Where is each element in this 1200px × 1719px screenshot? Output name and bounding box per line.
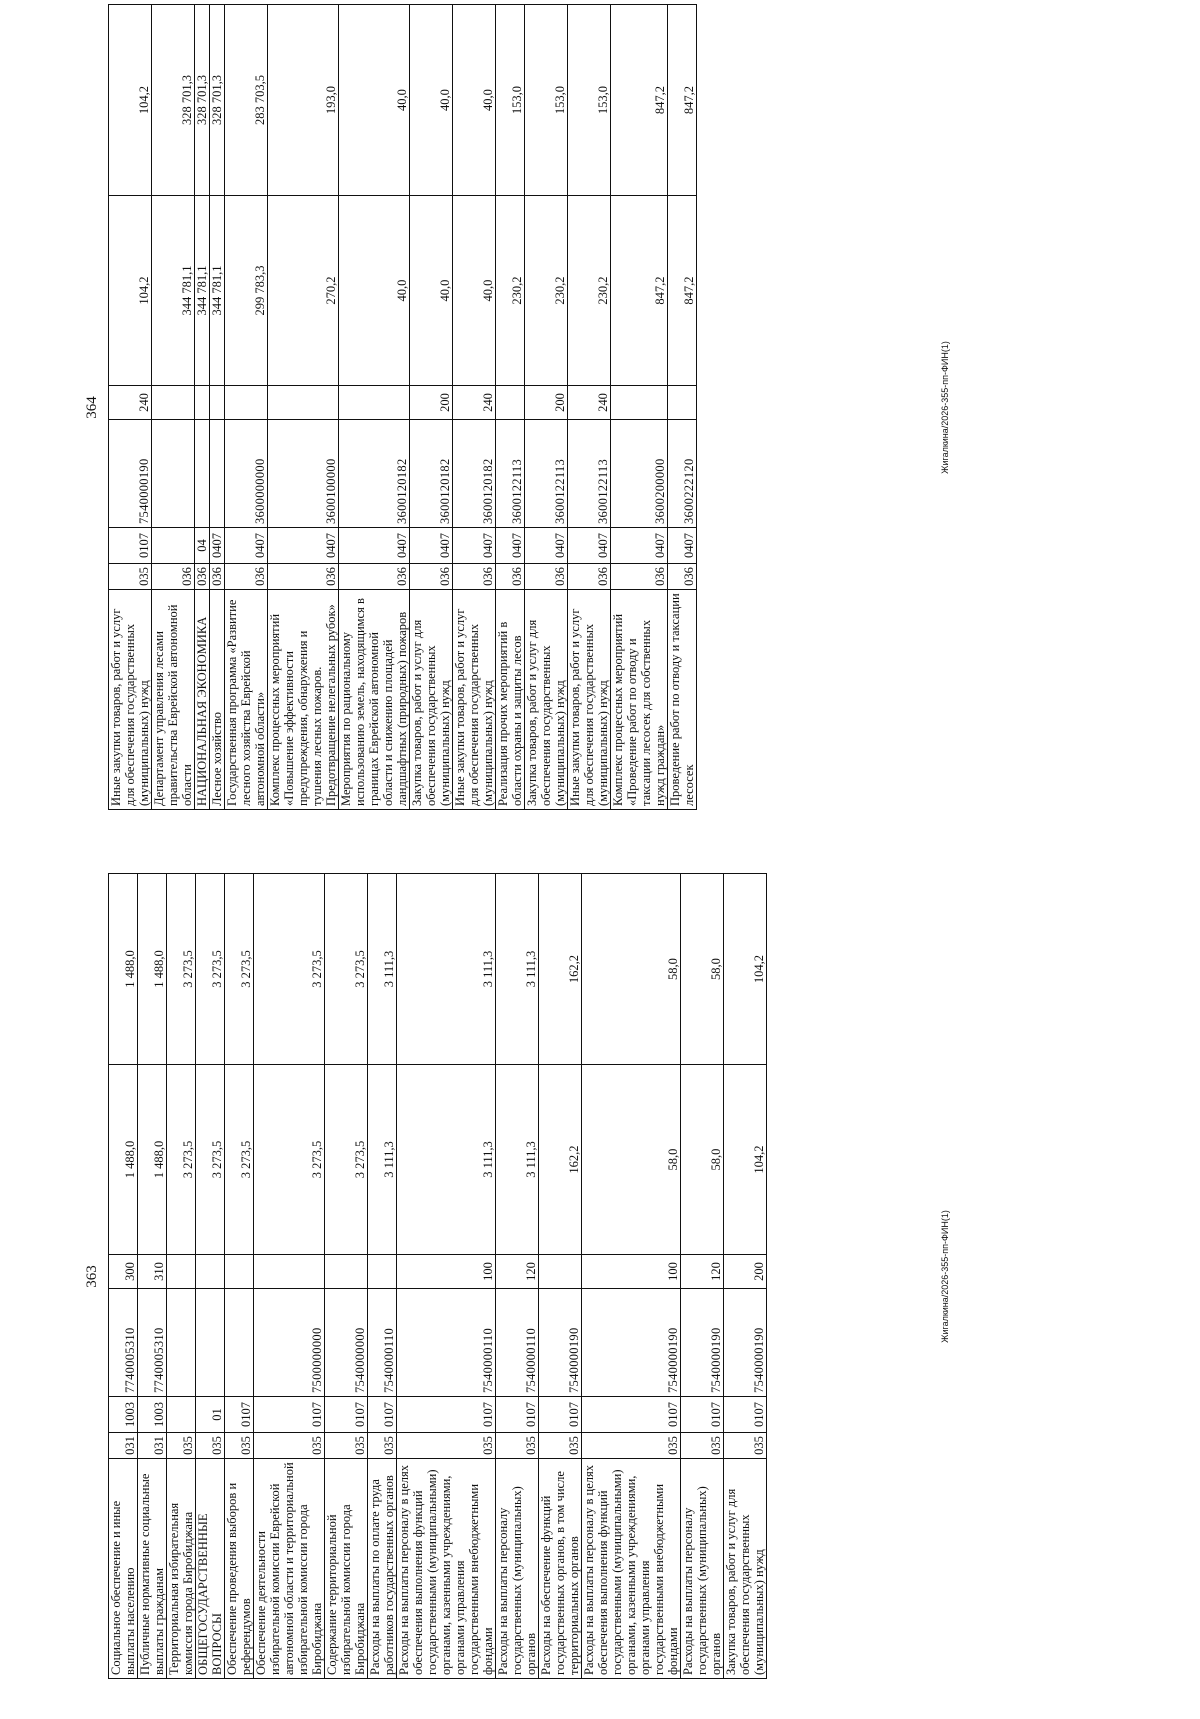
- cell-section: 0107: [496, 1397, 539, 1433]
- cell-sum-year-1: 58,0: [582, 1065, 681, 1255]
- cell-section: 0407: [410, 528, 453, 564]
- table-row: [681, 874, 724, 1679]
- table-row: [325, 874, 368, 1679]
- cell-expense-type: 120: [681, 1255, 724, 1289]
- cell-expense-type: 300: [109, 1255, 138, 1289]
- cell-name: Публичные нормативные социальные выплаты гражданам: [138, 1459, 167, 1679]
- table-row: [668, 5, 697, 810]
- cell-expense-type: 120: [496, 1255, 539, 1289]
- cell-expense-type: 240: [453, 386, 496, 420]
- cell-sum-year-2: 40,0: [453, 5, 496, 196]
- cell-name: Обеспечение деятельности избирательной комиссии Еврейской автономной области и территориальной избирательной комиссии города Биробиджана: [254, 1459, 325, 1679]
- cell-target-article: 7540000190: [724, 1289, 767, 1397]
- cell-expense-type: [225, 386, 268, 420]
- cell-sum-year-2: 58,0: [681, 874, 724, 1065]
- table-row: [138, 874, 167, 1679]
- cell-sum-year-2: 58,0: [582, 874, 681, 1065]
- cell-grbs: 036: [568, 564, 611, 590]
- cell-name: Иные закупки товаров, работ и услуг для обеспечения государственных (муниципальных) нужд: [453, 590, 496, 810]
- cell-name: Мероприятия по рациональному использованию земель, находящимся в границах Еврейской автономной области и снижению площадей ландшафтных (природных) пожаров: [339, 590, 410, 810]
- budget-table: [108, 4, 697, 810]
- table-row: [210, 5, 225, 810]
- cell-name: Расходы на выплаты персоналу в целях обеспечения выполнения функций государственными (муниципальными) органами, казенными учреждениями, органами управления государственными внебюджетными фондами: [397, 1459, 496, 1679]
- table-row: [568, 5, 611, 810]
- table-row: [339, 5, 410, 810]
- cell-section: 0407: [496, 528, 525, 564]
- cell-expense-type: 240: [109, 386, 152, 420]
- page-content: [0, 5, 1000, 810]
- cell-section: 1003: [138, 1397, 167, 1433]
- cell-section: 0407: [611, 528, 668, 564]
- table-row: [397, 874, 496, 1679]
- cell-sum-year-1: 3 111,3: [368, 1065, 397, 1255]
- cell-section: 0407: [339, 528, 410, 564]
- cell-target-article: 7540000190: [539, 1289, 582, 1397]
- cell-expense-type: 310: [138, 1255, 167, 1289]
- cell-expense-type: 200: [724, 1255, 767, 1289]
- cell-sum-year-2: 3 273,5: [167, 874, 196, 1065]
- cell-target-article: 3600200000: [611, 420, 668, 528]
- cell-target-article: 7540000190: [109, 420, 152, 528]
- table-row: [724, 874, 767, 1679]
- cell-sum-year-1: 3 111,3: [397, 1065, 496, 1255]
- cell-target-article: 7540000110: [368, 1289, 397, 1397]
- cell-sum-year-2: 3 273,5: [225, 874, 254, 1065]
- cell-name: Содержание территориальной избирательной комиссии города Биробиджана: [325, 1459, 368, 1679]
- cell-grbs: 036: [611, 564, 668, 590]
- cell-expense-type: [368, 1255, 397, 1289]
- cell-section: 0107: [397, 1397, 496, 1433]
- page-content: [0, 874, 1000, 1679]
- cell-grbs: 036: [210, 564, 225, 590]
- cell-grbs: 036: [339, 564, 410, 590]
- cell-sum-year-1: 104,2: [109, 196, 152, 386]
- table-row: [539, 874, 582, 1679]
- cell-grbs: 036: [525, 564, 568, 590]
- cell-grbs: 035: [167, 1433, 196, 1459]
- cell-sum-year-2: 328 701,3: [195, 5, 210, 196]
- cell-sum-year-1: 40,0: [453, 196, 496, 386]
- cell-grbs: 035: [325, 1433, 368, 1459]
- cell-name: Закупка товаров, работ и услуг для обеспечения государственных (муниципальных) нужд: [724, 1459, 767, 1679]
- cell-sum-year-1: 299 783,3: [225, 196, 268, 386]
- cell-target-article: [210, 420, 225, 528]
- cell-name: Закупка товаров, работ и услуг для обеспечения государственных (муниципальных) нужд: [410, 590, 453, 810]
- cell-target-article: 7740005310: [109, 1289, 138, 1397]
- cell-grbs: 035: [196, 1433, 225, 1459]
- cell-target-article: 3600222120: [668, 420, 697, 528]
- cell-name: НАЦИОНАЛЬНАЯ ЭКОНОМИКА: [195, 590, 210, 810]
- cell-grbs: 035: [681, 1433, 724, 1459]
- cell-target-article: [195, 420, 210, 528]
- cell-expense-type: 200: [410, 386, 453, 420]
- page-footer: Жигалкина/2026-355-пп-ФИН(1): [940, 1210, 950, 1343]
- cell-sum-year-1: 230,2: [568, 196, 611, 386]
- cell-expense-type: [167, 1255, 196, 1289]
- cell-grbs: 036: [225, 564, 268, 590]
- cell-name: Расходы на обеспечение функций государственных органов, в том числе территориальных органов: [539, 1459, 582, 1679]
- cell-grbs: 035: [397, 1433, 496, 1459]
- cell-target-article: 3600120182: [410, 420, 453, 528]
- cell-expense-type: [195, 386, 210, 420]
- cell-sum-year-1: 344 781,1: [195, 196, 210, 386]
- table-row: [225, 5, 268, 810]
- cell-sum-year-2: 3 273,5: [325, 874, 368, 1065]
- cell-sum-year-1: 40,0: [339, 196, 410, 386]
- cell-expense-type: [668, 386, 697, 420]
- cell-sum-year-1: 230,2: [496, 196, 525, 386]
- cell-section: [152, 528, 195, 564]
- cell-expense-type: [254, 1255, 325, 1289]
- page-footer: Жигалкина/2026-355-пп-ФИН(1): [940, 341, 950, 474]
- cell-target-article: 7540000190: [681, 1289, 724, 1397]
- table-row: [195, 5, 210, 810]
- cell-expense-type: [196, 1255, 225, 1289]
- cell-target-article: 3600122113: [496, 420, 525, 528]
- cell-grbs: 031: [109, 1433, 138, 1459]
- cell-sum-year-2: 153,0: [568, 5, 611, 196]
- cell-section: 0107: [539, 1397, 582, 1433]
- cell-section: 0107: [254, 1397, 325, 1433]
- table-row: [453, 5, 496, 810]
- cell-section: [167, 1397, 196, 1433]
- cell-section: 0107: [681, 1397, 724, 1433]
- document-page-364: [0, 0, 1000, 860]
- cell-target-article: [225, 1289, 254, 1397]
- cell-sum-year-2: 153,0: [525, 5, 568, 196]
- page-number: 364: [84, 396, 100, 419]
- budget-table-body: [109, 5, 697, 810]
- cell-section: 04: [195, 528, 210, 564]
- cell-sum-year-1: 3 273,5: [196, 1065, 225, 1255]
- table-row: [611, 5, 668, 810]
- cell-grbs: 035: [582, 1433, 681, 1459]
- cell-name: Расходы на выплаты персоналу в целях обеспечения выполнения функций государственными (муниципальными) органами, казенными учреждениями, органами управления государственными внебюджетными фондами: [582, 1459, 681, 1679]
- cell-sum-year-1: 3 273,5: [254, 1065, 325, 1255]
- cell-sum-year-2: 283 703,5: [225, 5, 268, 196]
- cell-grbs: 035: [724, 1433, 767, 1459]
- cell-expense-type: [210, 386, 225, 420]
- cell-target-article: 3600120182: [339, 420, 410, 528]
- cell-name: Проведение работ по отводу и таксации лесосек: [668, 590, 697, 810]
- cell-sum-year-2: 3 111,3: [496, 874, 539, 1065]
- cell-expense-type: 100: [582, 1255, 681, 1289]
- cell-sum-year-2: 1 488,0: [138, 874, 167, 1065]
- cell-sum-year-1: 344 781,1: [210, 196, 225, 386]
- cell-section: 0407: [668, 528, 697, 564]
- cell-sum-year-2: 328 701,3: [210, 5, 225, 196]
- cell-sum-year-1: 1 488,0: [109, 1065, 138, 1255]
- cell-sum-year-2: 1 488,0: [109, 874, 138, 1065]
- cell-section: 0407: [210, 528, 225, 564]
- cell-grbs: 036: [496, 564, 525, 590]
- cell-sum-year-1: 270,2: [268, 196, 339, 386]
- cell-expense-type: 200: [525, 386, 568, 420]
- cell-target-article: 3600120182: [453, 420, 496, 528]
- cell-sum-year-2: 40,0: [410, 5, 453, 196]
- cell-expense-type: [152, 386, 195, 420]
- cell-section: 0107: [582, 1397, 681, 1433]
- cell-target-article: 7740005310: [138, 1289, 167, 1397]
- cell-target-article: 7540000190: [582, 1289, 681, 1397]
- cell-sum-year-2: 3 111,3: [368, 874, 397, 1065]
- cell-expense-type: [225, 1255, 254, 1289]
- cell-sum-year-1: 847,2: [668, 196, 697, 386]
- cell-expense-type: [325, 1255, 368, 1289]
- cell-target-article: [152, 420, 195, 528]
- cell-section: 0407: [525, 528, 568, 564]
- cell-target-article: [196, 1289, 225, 1397]
- cell-section: 0107: [325, 1397, 368, 1433]
- cell-sum-year-1: 3 273,5: [167, 1065, 196, 1255]
- cell-grbs: 036: [453, 564, 496, 590]
- cell-sum-year-1: 104,2: [724, 1065, 767, 1255]
- table-row: [167, 874, 196, 1679]
- table-row: [496, 5, 525, 810]
- cell-sum-year-2: 104,2: [724, 874, 767, 1065]
- cell-sum-year-2: 153,0: [496, 5, 525, 196]
- cell-expense-type: 240: [568, 386, 611, 420]
- cell-section: 1003: [109, 1397, 138, 1433]
- table-row: [196, 874, 225, 1679]
- cell-target-article: 3600100000: [268, 420, 339, 528]
- cell-grbs: 035: [496, 1433, 539, 1459]
- cell-grbs: 035: [539, 1433, 582, 1459]
- cell-sum-year-2: 3 273,5: [254, 874, 325, 1065]
- table-row: [368, 874, 397, 1679]
- table-row: [525, 5, 568, 810]
- table-row: [268, 5, 339, 810]
- cell-grbs: 031: [138, 1433, 167, 1459]
- cell-grbs: 036: [410, 564, 453, 590]
- cell-name: Обеспечение проведения выборов и референдумов: [225, 1459, 254, 1679]
- budget-table-body: [109, 874, 767, 1679]
- cell-sum-year-1: 3 273,5: [325, 1065, 368, 1255]
- cell-name: Лесное хозяйство: [210, 590, 225, 810]
- cell-name: Расходы на выплаты персоналу государственных (муниципальных) органов: [496, 1459, 539, 1679]
- cell-section: 0407: [453, 528, 496, 564]
- cell-grbs: 035: [368, 1433, 397, 1459]
- cell-sum-year-2: 3 273,5: [196, 874, 225, 1065]
- cell-name: Департамент управления лесами правительства Еврейской автономной области: [152, 590, 195, 810]
- table-row: [496, 874, 539, 1679]
- budget-table: [108, 873, 767, 1679]
- cell-target-article: [167, 1289, 196, 1397]
- cell-expense-type: [339, 386, 410, 420]
- cell-name: Территориальная избирательная комиссия города Биробиджана: [167, 1459, 196, 1679]
- cell-target-article: 3600122113: [525, 420, 568, 528]
- cell-name: Реализация прочих мероприятий в области охраны и защиты лесов: [496, 590, 525, 810]
- page-number: 363: [84, 1265, 100, 1288]
- cell-target-article: 3600122113: [568, 420, 611, 528]
- cell-section: 0107: [724, 1397, 767, 1433]
- cell-grbs: 036: [668, 564, 697, 590]
- cell-sum-year-2: 328 701,3: [152, 5, 195, 196]
- cell-expense-type: [611, 386, 668, 420]
- table-row: [254, 874, 325, 1679]
- cell-sum-year-1: 58,0: [681, 1065, 724, 1255]
- cell-sum-year-1: 162,2: [539, 1065, 582, 1255]
- cell-grbs: 036: [195, 564, 210, 590]
- cell-section: 0407: [268, 528, 339, 564]
- cell-sum-year-2: 162,2: [539, 874, 582, 1065]
- cell-name: Комплекс процессных мероприятий «Проведение работ по отводу и таксации лесосек для собственных нужд граждан»: [611, 590, 668, 810]
- cell-grbs: 036: [152, 564, 195, 590]
- table-row: [109, 874, 138, 1679]
- cell-name: Расходы на выплаты по оплате труда работников государственных органов: [368, 1459, 397, 1679]
- cell-section: 0107: [109, 528, 152, 564]
- cell-sum-year-1: 847,2: [611, 196, 668, 386]
- cell-expense-type: [268, 386, 339, 420]
- table-row: [410, 5, 453, 810]
- cell-section: 0107: [225, 1397, 254, 1433]
- cell-sum-year-2: 104,2: [109, 5, 152, 196]
- cell-sum-year-1: 40,0: [410, 196, 453, 386]
- table-row: [152, 5, 195, 810]
- cell-name: Закупка товаров, работ и услуг для обеспечения государственных (муниципальных) нужд: [525, 590, 568, 810]
- cell-grbs: 035: [254, 1433, 325, 1459]
- cell-target-article: 7540000110: [496, 1289, 539, 1397]
- cell-expense-type: 100: [397, 1255, 496, 1289]
- table-row: [109, 5, 152, 810]
- cell-grbs: 036: [268, 564, 339, 590]
- cell-expense-type: [539, 1255, 582, 1289]
- cell-sum-year-2: 193,0: [268, 5, 339, 196]
- cell-section: 0407: [568, 528, 611, 564]
- cell-sum-year-1: 1 488,0: [138, 1065, 167, 1255]
- cell-target-article: 7540000110: [397, 1289, 496, 1397]
- cell-name: Расходы на выплаты персоналу государственных (муниципальных) органов: [681, 1459, 724, 1679]
- cell-sum-year-2: 847,2: [611, 5, 668, 196]
- cell-name: Иные закупки товаров, работ и услуг для обеспечения государственных (муниципальных) нужд: [568, 590, 611, 810]
- cell-section: 01: [196, 1397, 225, 1433]
- cell-name: Иные закупки товаров, работ и услуг для обеспечения государственных (муниципальных) нужд: [109, 590, 152, 810]
- cell-expense-type: [496, 386, 525, 420]
- cell-target-article: 7500000000: [254, 1289, 325, 1397]
- cell-name: Комплекс процессных мероприятий «Повышение эффективности предупреждения, обнаружения и тушения лесных пожаров. Предотвращение нелегальных рубок»: [268, 590, 339, 810]
- cell-sum-year-2: 40,0: [339, 5, 410, 196]
- table-row: [582, 874, 681, 1679]
- table-row: [225, 874, 254, 1679]
- cell-section: 0107: [368, 1397, 397, 1433]
- cell-grbs: 035: [225, 1433, 254, 1459]
- cell-sum-year-1: 3 273,5: [225, 1065, 254, 1255]
- cell-sum-year-1: 344 781,1: [152, 196, 195, 386]
- cell-sum-year-1: 230,2: [525, 196, 568, 386]
- cell-section: 0407: [225, 528, 268, 564]
- cell-target-article: 3600000000: [225, 420, 268, 528]
- cell-grbs: 035: [109, 564, 152, 590]
- cell-sum-year-2: 3 111,3: [397, 874, 496, 1065]
- cell-target-article: 7540000000: [325, 1289, 368, 1397]
- cell-sum-year-1: 3 111,3: [496, 1065, 539, 1255]
- cell-name: Государственная программа «Развитие лесного хозяйства Еврейской автономной области»: [225, 590, 268, 810]
- cell-sum-year-2: 847,2: [668, 5, 697, 196]
- cell-name: ОБЩЕГОСУДАРСТВЕННЫЕ ВОПРОСЫ: [196, 1459, 225, 1679]
- cell-name: Социальное обеспечение и иные выплаты населению: [109, 1459, 138, 1679]
